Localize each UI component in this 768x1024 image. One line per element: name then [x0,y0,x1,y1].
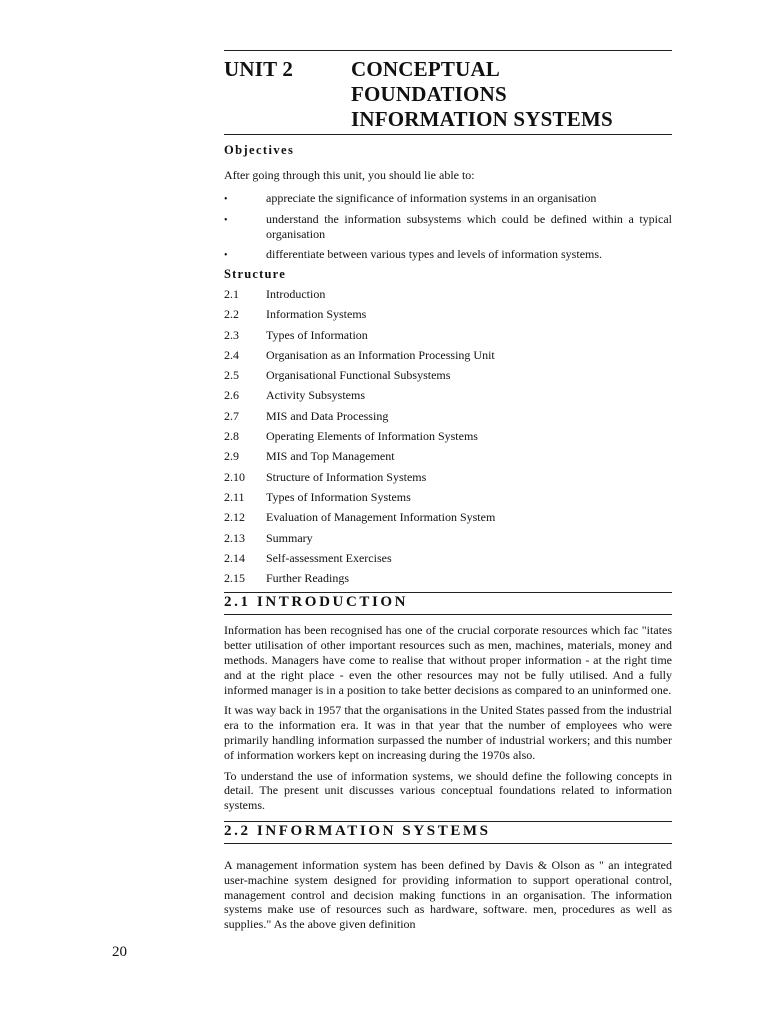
objective-item [224,247,672,264]
structure-item-number: 2.12 [224,510,245,525]
section-title: 2.2 INFORMATION SYSTEMS [224,823,491,840]
unit-title [351,57,613,132]
structure-item-number: 2.9 [224,449,239,464]
structure-item-number: 2.13 [224,530,245,545]
structure-item [224,507,672,527]
structure-item-label: Self-assessment Exercises [266,550,392,565]
structure-item [224,487,672,507]
structure-item-number: 2.3 [224,327,239,342]
structure-item-number: 2.8 [224,429,239,444]
structure-item-number: 2.4 [224,347,239,362]
paragraph: To understand the use of information systems, we should define the following concepts in detail. The present unit discusses various conceptual foundations related to information systems. [224,768,672,813]
structure-item [224,325,672,345]
structure-item [224,426,672,446]
objective-item [224,191,672,208]
structure-item [224,385,672,405]
objectives-list [224,191,672,263]
structure-list [224,284,672,588]
bullet-icon: • [224,249,228,261]
structure-item-number: 2.10 [224,469,245,484]
structure-item-number: 2.7 [224,408,239,423]
objective-text: differentiate between various types and levels of information systems. [266,246,603,261]
section-information-systems [224,821,672,844]
bullet-icon: • [224,194,228,205]
structure-item [224,406,672,426]
structure-item-label: Structure of Information Systems [266,469,427,484]
paragraph: A management information system has been defined by Davis & Olson as " an integrated user-machine system designed for providing information to support operational control, management control and decision making functions in an organisation. The information systems make use of resources such as hardware, software. men, procedures as well as supplies." As the above given definition [224,858,672,932]
structure-item-label: MIS and Data Processing [266,408,389,423]
structure-item [224,528,672,548]
structure-item-label: Information Systems [266,307,367,322]
structure-item-number: 2.14 [224,550,245,565]
structure-item-label: Summary [266,530,313,545]
structure-item [224,284,672,304]
structure-item-label: Operating Elements of Information Systems [266,429,478,444]
section-rule [224,843,672,844]
unit-bottom-rule [224,134,672,135]
structure-item-label: MIS and Top Management [266,449,395,464]
structure-item [224,304,672,324]
objective-item [224,212,672,243]
paragraph: It was way back in 1957 that the organisations in the United States passed from the industrial era to the information era. It was in that year that the number of employees who were primarily handling information surpassed the number of industrial workers; and this number of information workers kept on increasing during the 1970s also. [224,703,672,762]
structure-item-label: Activity Subsystems [266,388,366,403]
section-title: 2.1 INTRODUCTION [224,594,409,611]
structure-item [224,345,672,365]
structure-item-number: 2.1 [224,287,239,301]
structure-item-number: 2.11 [224,489,245,504]
page-number: 20 [112,944,127,960]
structure-item-label: Types of Information Systems [266,489,411,504]
document-page [224,50,672,932]
structure-item-number: 2.6 [224,388,239,403]
structure-item-number: 2.5 [224,368,239,383]
unit-title-line: FOUNDATIONS [351,82,507,106]
structure-item-label: Further Readings [266,571,349,586]
objectives-intro: After going through this unit, you should lie able to: [224,168,475,182]
structure-item-label: Introduction [266,287,326,301]
unit-title-line: CONCEPTUAL [351,57,501,81]
section-introduction [224,592,672,615]
unit-number: UNIT 2 [224,57,294,81]
structure-item-label: Organisation as an Information Processing Unit [266,347,495,362]
structure-item-label: Organisational Functional Subsystems [266,368,451,383]
structure-heading: Structure [224,267,286,281]
structure-item [224,467,672,487]
unit-title-line: INFORMATION SYSTEMS [351,107,613,131]
structure-item [224,548,672,568]
section-rule [224,614,672,615]
structure-item [224,568,672,588]
structure-item-number: 2.15 [224,571,245,586]
structure-item-number: 2.2 [224,307,239,322]
structure-item-label: Types of Information [266,327,368,342]
structure-item [224,365,672,385]
objectives-heading: Objectives [224,143,295,157]
structure-item-label: Evaluation of Management Information System [266,510,496,525]
objective-text: understand the information subsystems which could be defined within a typical organisation [266,211,672,241]
structure-item [224,446,672,466]
objective-text: appreciate the significance of information systems in an organisation [266,191,597,205]
bullet-icon: • [224,214,228,226]
paragraph: Information has been recognised has one of the crucial corporate resources which fac "itates better utilisation of other important resources such as men, machines, materials, money and methods. Managers have come to realise that without proper information - at the right time and at the right place - even the other resources may not be fully utilised. And a fully informed manager is in a position to take better decisions as compared to an uninformed one. [224,623,672,697]
unit-header [224,51,672,134]
